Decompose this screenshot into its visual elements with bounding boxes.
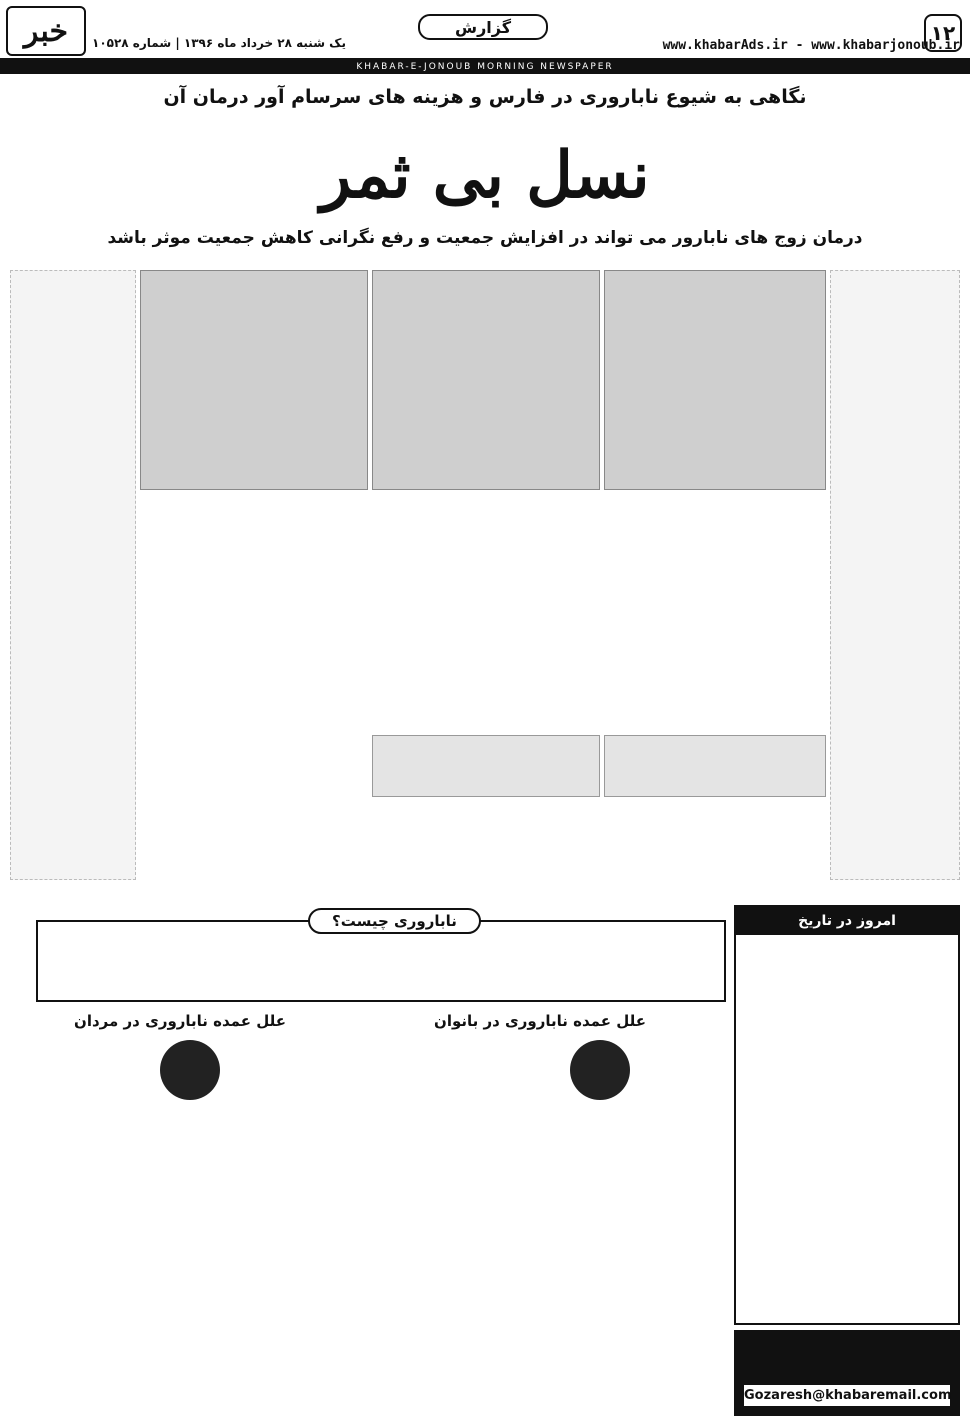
women-causes-heading: علل عمده ناباروری در بانوان xyxy=(434,1012,646,1030)
history-box xyxy=(734,905,960,1325)
contact-bar xyxy=(734,1330,960,1416)
male-figure-icon xyxy=(570,1040,630,1100)
photo-lab-microscope xyxy=(372,270,600,490)
contact-email[interactable]: Gozaresh@khabaremail.com xyxy=(744,1385,950,1406)
site-url[interactable]: www.khabarAds.ir - www.khabarjonoub.ir xyxy=(662,38,960,53)
men-causes-heading: علل عمده ناباروری در مردان xyxy=(74,1012,286,1030)
article-kicker: نگاهی به شیوع ناباروری در فارس و هزینه های سرسام آور درمان آن xyxy=(163,86,807,108)
page-number: ۱۲ xyxy=(924,14,962,52)
female-figure-icon xyxy=(160,1040,220,1100)
pullquote-2 xyxy=(372,735,600,797)
what-is-infertility-heading: ناباروری چیست؟ xyxy=(308,908,481,934)
masthead-strip: KHABAR-E-JONOUB MORNING NEWSPAPER xyxy=(0,60,970,74)
article-column-right xyxy=(830,270,960,880)
section-tag: گزارش xyxy=(418,14,548,40)
history-box-heading: امروز در تاریخ xyxy=(736,907,958,935)
pullquote-1 xyxy=(604,735,826,797)
article-title: نسل بی ثمر xyxy=(320,138,650,213)
issue-line: یک شنبه ۲۸ خرداد ماه ۱۳۹۶ | شماره ۱۰۵۲۸ xyxy=(92,36,346,50)
photo-nurse-newborns xyxy=(604,270,826,490)
photo-baby-hand xyxy=(140,270,368,490)
article-column-left xyxy=(10,270,136,880)
masthead xyxy=(0,0,970,60)
article-subtitle: درمان زوج های نابارور می تواند در افزایش جمعیت و رفع نگرانی کاهش جمعیت موثر باشد xyxy=(107,228,863,248)
what-is-infertility-box xyxy=(36,912,726,1002)
newspaper-logo: خبر xyxy=(6,6,86,56)
